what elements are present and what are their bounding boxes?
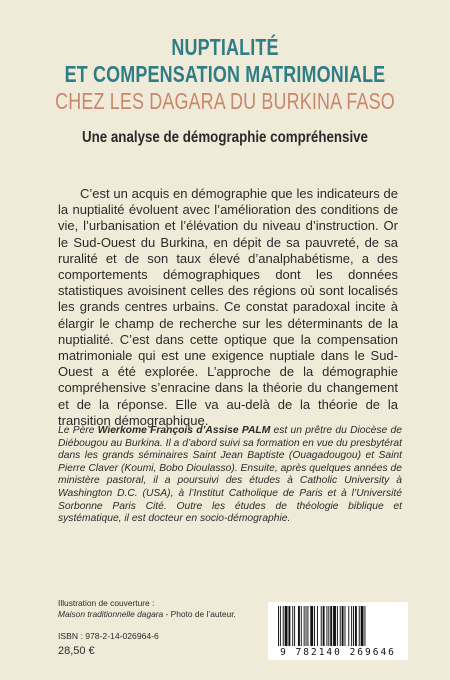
barcode-bar: [333, 606, 336, 646]
barcode-bar: [323, 606, 325, 646]
barcode-bar: [364, 606, 365, 646]
barcode: [268, 602, 408, 660]
barcode-bar: [351, 606, 352, 646]
barcode-bar: [292, 606, 293, 646]
summary-paragraph: C’est un acquis en démographie que les indicateurs de la nuptialité évoluent avec l’amélioration des conditions de vie, l’urbanisation et l’élévation du niveau d’instruction. Or le Sud-Ouest du Burkina, en dépit de sa pauvreté, de sa ruralité et de son taux élevé d’analphabétisme, a des comportements démographiques dont les données statistiques avoisinent celles des régions où sont localisés les grands centres urbains. Ce constat paradoxal incite à élargir le champ de recherche sur les déterminants de la nuptialité. C’est dans cette optique que la compensation matrimoniale qui est une exigence nuptiale dans le Sud-Ouest a été explorée. L’approche de la démographie compréhensive s’enracine dans la théorie du changement et de la réponse. Elle va au-delà de la théorie de la transition démographique.: [58, 186, 398, 428]
barcode-bar: [353, 606, 354, 646]
barcode-bar: [306, 606, 307, 646]
title-line-1: NUPTIALITÉ: [171, 34, 279, 60]
barcode-bar: [342, 606, 344, 646]
barcode-bar: [307, 606, 308, 646]
credits-work: Maison traditionnelle dagara: [58, 608, 164, 619]
barcode-bar: [348, 606, 349, 646]
barcode-bars-icon: [276, 606, 400, 646]
barcode-bar: [321, 606, 322, 646]
barcode-digits: 9 782140 269646: [280, 647, 396, 658]
barcode-bar: [304, 606, 305, 646]
barcode-bar: [355, 606, 357, 646]
barcode-bar: [283, 606, 284, 646]
barcode-bar: [294, 606, 295, 646]
barcode-bar: [326, 606, 327, 646]
barcode-bar: [340, 606, 341, 646]
barcode-bar: [314, 606, 315, 646]
bio-text: est un prêtre du Diocèse de Diébougou au Burkina. Il a d’abord suivi sa formation en vue du presbytérat dans les grands séminaires Saint Jean Baptiste (Ouagadougou) et Saint Pierre Claver (Koumi, Bobo Dioulasso). Ensuite, après quelques années de ministère pastoral, il a poursuivi des études à Catholic University à Washington D.C. (USA), à l’Institut Catholique de Paris et à l’Université Sorbonne Paris Cité. Outre les études de théologie biblique et systématique, il est docteur en socio-démographie.: [58, 425, 403, 525]
author-name: Wierkome François d’Assise PALM: [97, 425, 271, 436]
title-line-3: CHEZ LES DAGARA DU BURKINA FASO: [55, 88, 395, 114]
barcode-bar: [301, 606, 302, 646]
barcode-bar: [317, 606, 318, 646]
cover-credits: [58, 598, 258, 619]
price: 28,50 €: [58, 645, 95, 657]
barcode-bar: [337, 606, 338, 646]
credits-source: - Photo de l’auteur.: [163, 608, 236, 619]
barcode-bar: [298, 606, 300, 646]
credits-label: Illustration de couverture :: [58, 598, 155, 608]
barcode-bar: [310, 606, 313, 646]
barcode-bar: [345, 606, 346, 646]
isbn: ISBN : 978-2-14-026964-6: [58, 631, 159, 641]
barcode-bar: [280, 606, 281, 646]
subtitle: Une analyse de démographie compréhensive: [82, 129, 368, 146]
author-bio: [58, 425, 402, 526]
barcode-bar: [330, 606, 332, 646]
barcode-bar: [328, 606, 329, 646]
barcode-bar: [285, 606, 288, 646]
barcode-bar: [288, 606, 290, 646]
barcode-bar: [359, 606, 360, 646]
barcode-bar: [278, 606, 279, 646]
bio-prefix: Le Père: [58, 425, 98, 436]
title-line-2: ET COMPENSATION MATRIMONIALE: [64, 61, 386, 87]
barcode-bar: [361, 606, 364, 646]
